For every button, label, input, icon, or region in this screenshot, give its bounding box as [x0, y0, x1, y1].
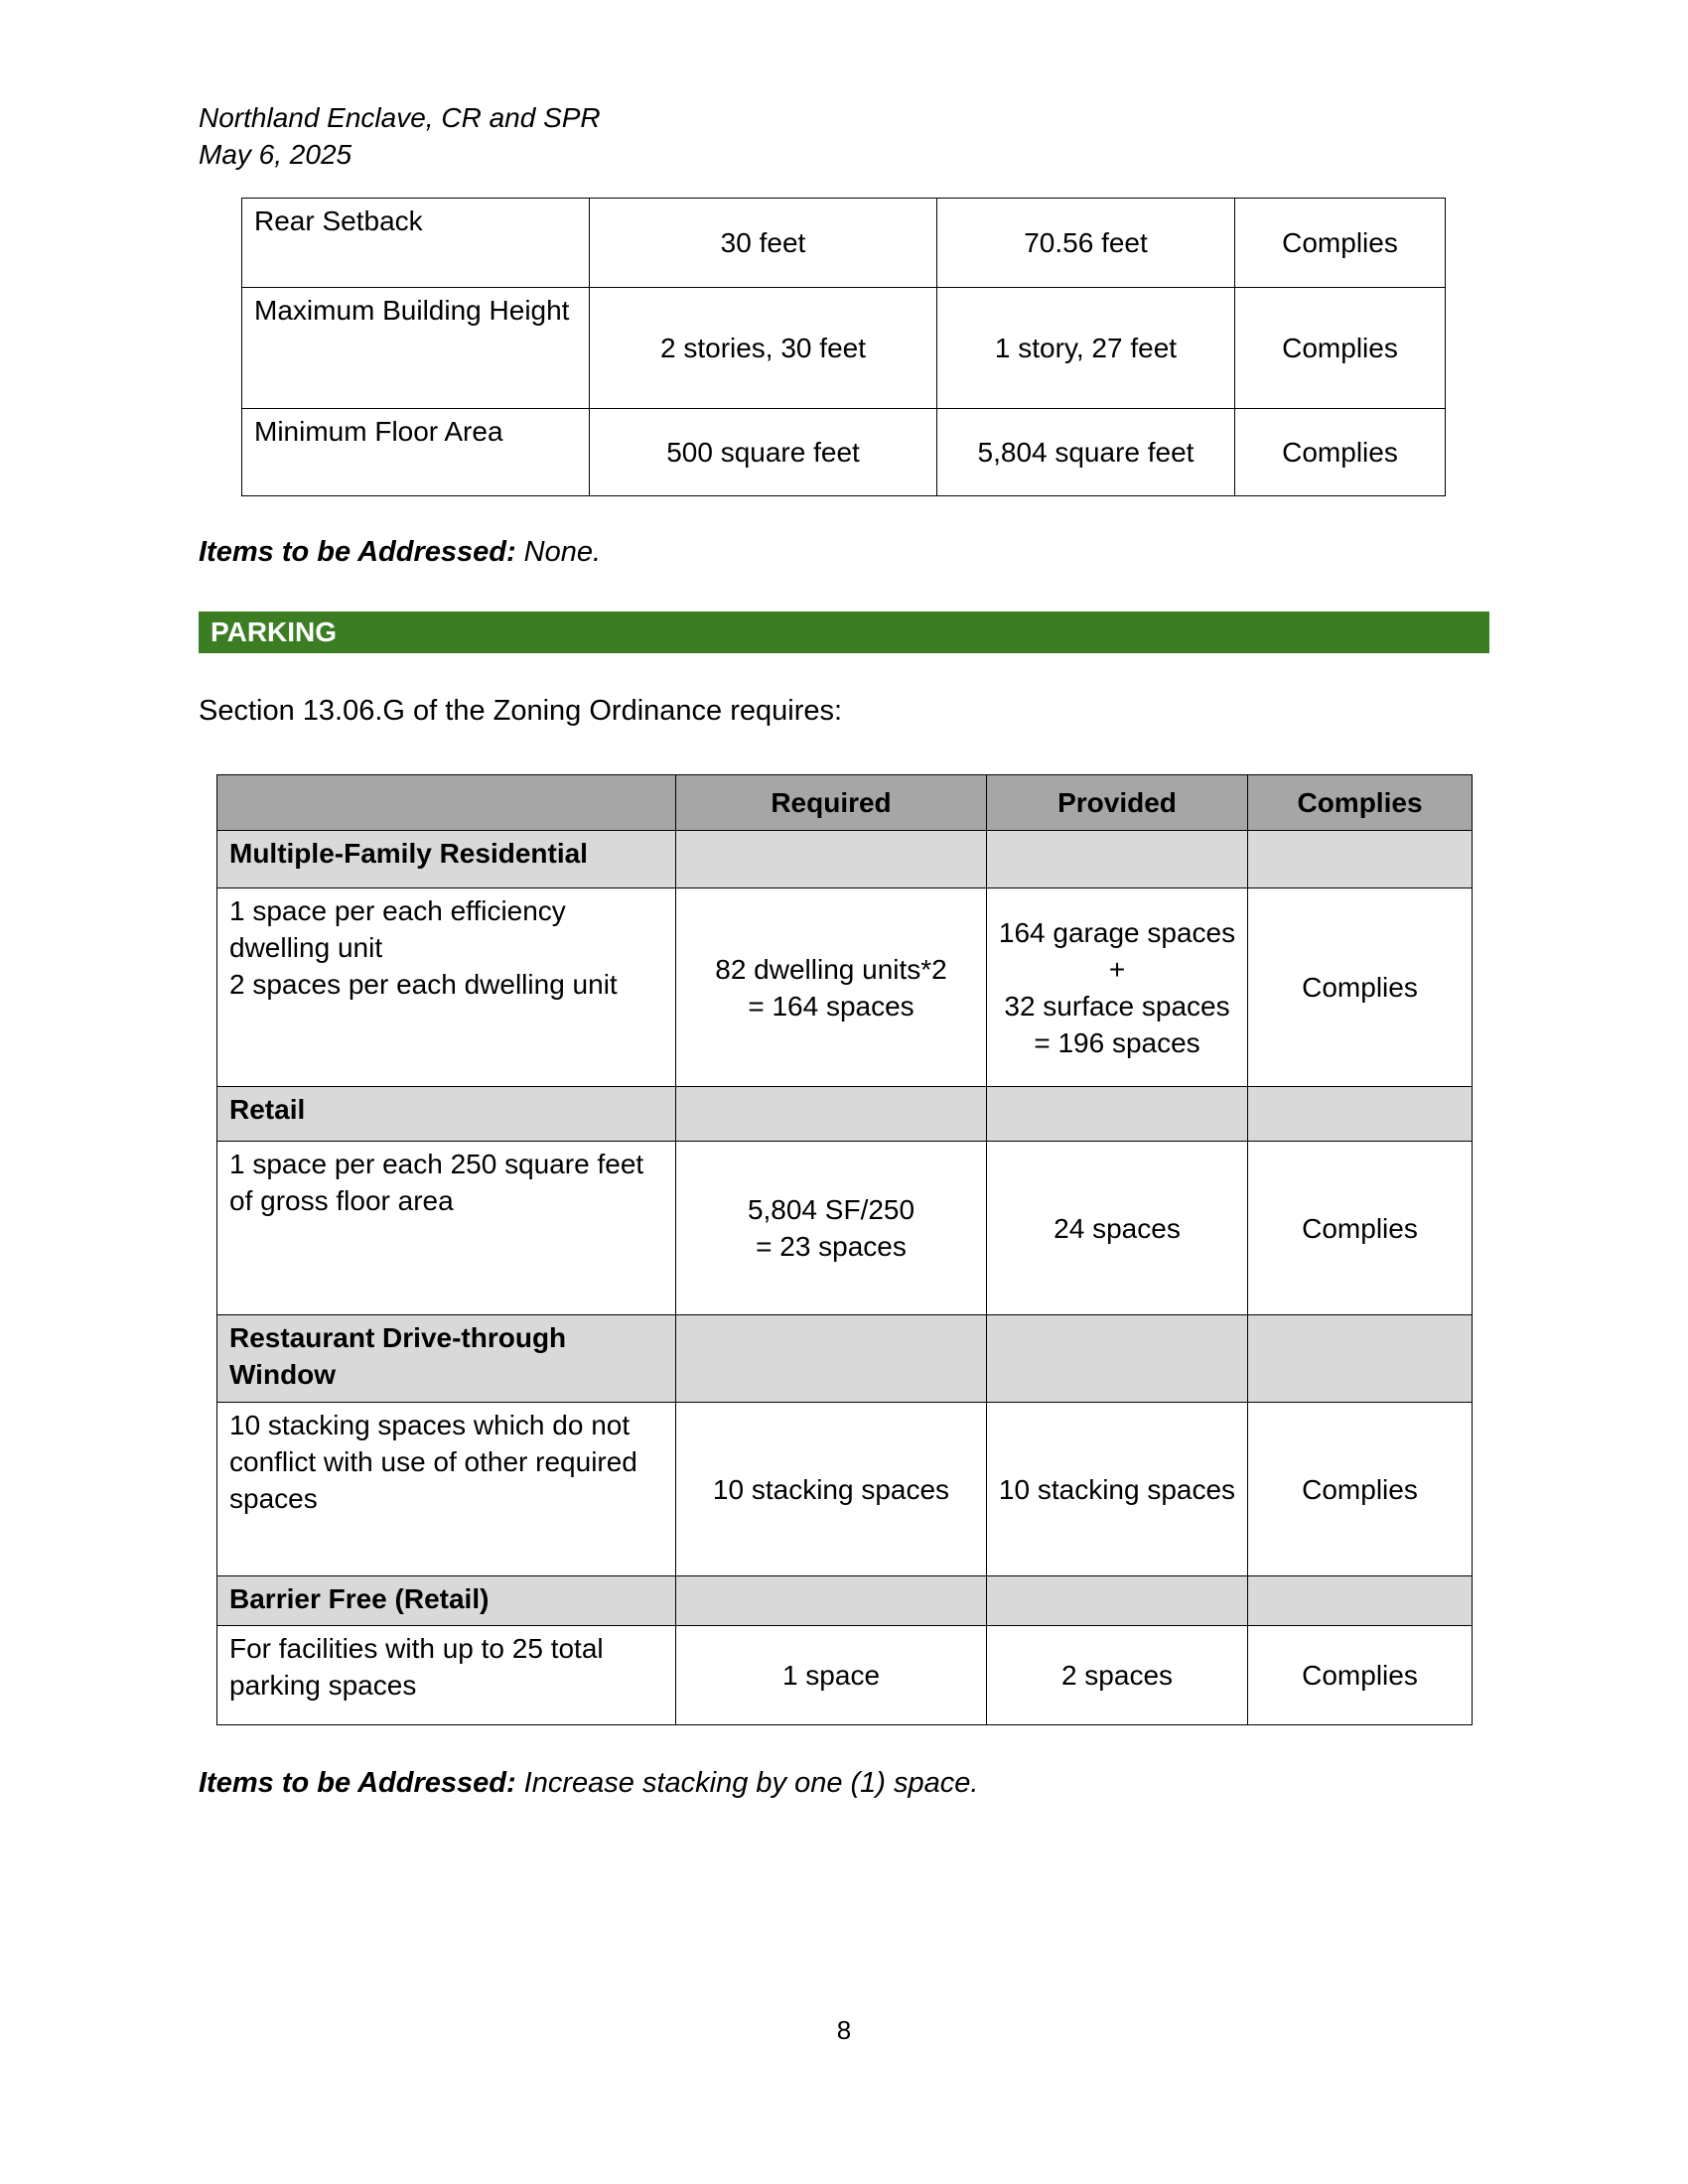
- parking-table: [216, 774, 1473, 1725]
- items-label: Items to be Addressed:: [199, 536, 516, 568]
- group-heading-row: [217, 1087, 1473, 1142]
- table-row: [217, 888, 1473, 1087]
- status-value: Complies: [1235, 288, 1446, 409]
- row-label: Rear Setback: [242, 199, 590, 288]
- required-value: 10 stacking spaces: [676, 1403, 987, 1576]
- status-value: Complies: [1248, 1142, 1473, 1315]
- table-row: [217, 1142, 1473, 1315]
- row-label: 1 space per each 250 square feet of gross floor area: [217, 1142, 676, 1315]
- required-value: 2 stories, 30 feet: [590, 288, 937, 409]
- group-heading: Barrier Free (Retail): [217, 1576, 676, 1626]
- group-heading-row: [217, 1315, 1473, 1403]
- required-value: 30 feet: [590, 199, 937, 288]
- provided-value: 24 spaces: [987, 1142, 1248, 1315]
- provided-value: 164 garage spaces + 32 surface spaces = 196 spaces: [987, 888, 1248, 1087]
- provided-value: 2 spaces: [987, 1626, 1248, 1725]
- row-label: Maximum Building Height: [242, 288, 590, 409]
- status-value: Complies: [1248, 1626, 1473, 1725]
- group-heading: Restaurant Drive-through Window: [217, 1315, 676, 1403]
- section-intro: Section 13.06.G of the Zoning Ordinance requires:: [199, 695, 843, 727]
- document-header: [199, 99, 601, 173]
- page-number: 8: [836, 2015, 852, 2045]
- items-text: None.: [515, 536, 602, 568]
- setback-table: [241, 198, 1446, 496]
- header-title: Northland Enclave, CR and SPR: [199, 102, 601, 133]
- provided-value: 70.56 feet: [937, 199, 1235, 288]
- table-row: [242, 409, 1446, 496]
- row-label: Minimum Floor Area: [242, 409, 590, 496]
- group-heading-row: [217, 1576, 1473, 1626]
- header-cell: Complies: [1248, 775, 1473, 831]
- header-cell: Provided: [987, 775, 1248, 831]
- table-row: [242, 288, 1446, 409]
- group-heading-row: [217, 831, 1473, 888]
- provided-value: 5,804 square feet: [937, 409, 1235, 496]
- provided-value: 10 stacking spaces: [987, 1403, 1248, 1576]
- table-header-row: [217, 775, 1473, 831]
- items-text: Increase stacking by one (1) space.: [515, 1767, 979, 1799]
- items-label: Items to be Addressed:: [199, 1767, 516, 1799]
- items-to-address: [199, 1767, 978, 1800]
- required-value: 82 dwelling units*2 = 164 spaces: [676, 888, 987, 1087]
- items-to-address: [199, 536, 601, 569]
- status-value: Complies: [1248, 1403, 1473, 1576]
- required-value: 1 space: [676, 1626, 987, 1725]
- table-row: [242, 199, 1446, 288]
- header-date: May 6, 2025: [199, 139, 352, 170]
- header-cell: [217, 775, 676, 831]
- row-label: 1 space per each efficiency dwelling unit 2 spaces per each dwelling unit: [217, 888, 676, 1087]
- table-row: [217, 1403, 1473, 1576]
- section-title: PARKING: [211, 616, 338, 647]
- group-heading: Retail: [217, 1087, 676, 1142]
- status-value: Complies: [1235, 409, 1446, 496]
- header-cell: Required: [676, 775, 987, 831]
- status-value: Complies: [1248, 888, 1473, 1087]
- provided-value: 1 story, 27 feet: [937, 288, 1235, 409]
- required-value: 5,804 SF/250 = 23 spaces: [676, 1142, 987, 1315]
- section-heading-bar: [199, 612, 1489, 653]
- required-value: 500 square feet: [590, 409, 937, 496]
- status-value: Complies: [1235, 199, 1446, 288]
- row-label: 10 stacking spaces which do not conflict with use of other required spaces: [217, 1403, 676, 1576]
- table-row: [217, 1626, 1473, 1725]
- group-heading: Multiple-Family Residential: [217, 831, 676, 888]
- row-label: For facilities with up to 25 total parking spaces: [217, 1626, 676, 1725]
